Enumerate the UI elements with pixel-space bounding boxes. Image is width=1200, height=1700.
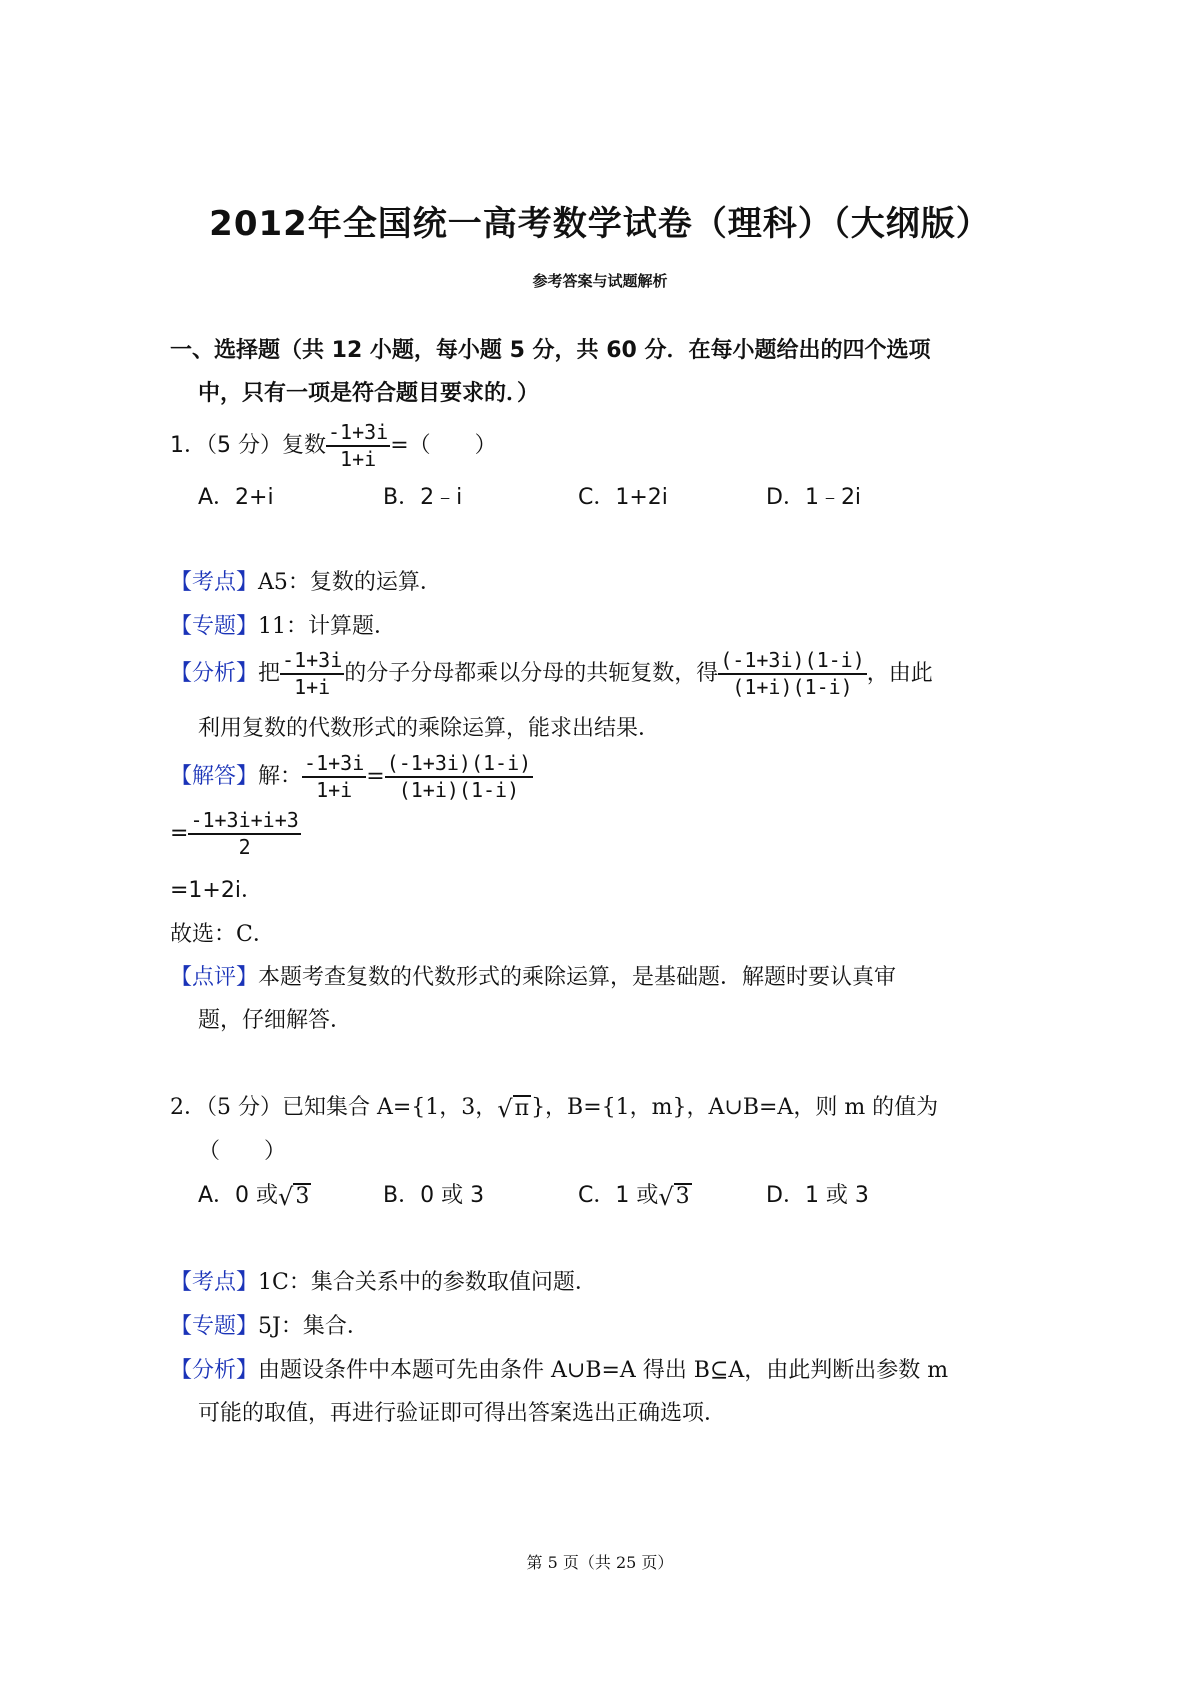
fraction-numerator: (-1+3i)(1-i) bbox=[718, 648, 867, 675]
fraction-denominator: 1+i bbox=[316, 778, 353, 802]
q1-stem-fraction bbox=[326, 420, 390, 472]
q1-jieda-step3: =1+2i． bbox=[170, 878, 263, 903]
fenxi-fraction-2 bbox=[718, 648, 867, 700]
q1-jieda-line1 bbox=[170, 751, 533, 803]
fenxi-fraction-1 bbox=[280, 648, 344, 700]
q1-option-d: D．1﹣2i bbox=[766, 485, 862, 510]
fenxi-tag: 【分析】 bbox=[170, 1358, 259, 1383]
zhuanti-text: 5J：集合． bbox=[258, 1314, 369, 1339]
q2-zhuanti bbox=[170, 1309, 369, 1340]
jieda-equals: = bbox=[366, 764, 385, 789]
q2-stem-post: }，B={1，m}，A∪B=A，则 m 的值为 bbox=[531, 1095, 939, 1120]
kaodian-tag: 【考点】 bbox=[170, 570, 259, 595]
dianping-text: 本题考查复数的代数形式的乘除运算，是基础题．解题时要认真审 bbox=[258, 965, 897, 990]
fenxi-tag: 【分析】 bbox=[170, 661, 259, 686]
kaodian-text: A5：复数的运算． bbox=[258, 570, 442, 595]
q2-stem-line1 bbox=[170, 1090, 938, 1121]
q2-fenxi-line1 bbox=[170, 1353, 948, 1384]
q1-fenxi-line2: 利用复数的代数形式的乘除运算，能求出结果． bbox=[198, 716, 661, 741]
q2-fenxi-line2: 可能的取值，再进行验证即可得出答案选出正确选项． bbox=[198, 1401, 727, 1426]
step2-fraction bbox=[188, 808, 300, 860]
fraction-denominator: (1+i)(1-i) bbox=[732, 675, 853, 699]
q2-stem-line2: （ ） bbox=[198, 1139, 287, 1164]
section-heading-line1: 一、选择题（共 12 小题，每小题 5 分，共 60 分．在每小题给出的四个选项 bbox=[170, 338, 931, 363]
fraction-numerator: (-1+3i)(1-i) bbox=[385, 751, 534, 778]
document-subtitle: 参考答案与试题解析 bbox=[532, 272, 668, 290]
fenxi-mid: 的分子分母都乘以分母的共轭复数，得 bbox=[344, 661, 719, 686]
q1-answer: 故选：C． bbox=[170, 922, 275, 947]
document-title: 2012年全国统一高考数学试卷（理科）（大纲版） bbox=[209, 204, 991, 244]
q1-dianping-line2: 题，仔细解答． bbox=[198, 1008, 353, 1033]
kaodian-tag: 【考点】 bbox=[170, 1270, 259, 1295]
jieda-fraction-1 bbox=[302, 751, 366, 803]
fraction-numerator: -1+3i bbox=[326, 420, 390, 447]
radicand: 3 bbox=[295, 1184, 310, 1209]
page-footer: 第 5 页（共 25 页） bbox=[526, 1553, 674, 1572]
q1-stem-suffix: =（ ） bbox=[390, 433, 497, 458]
jieda-tag: 【解答】 bbox=[170, 764, 259, 789]
fraction-numerator: -1+3i bbox=[302, 751, 366, 778]
q1-option-a: A．2+i bbox=[198, 485, 274, 510]
q1-zhuanti bbox=[170, 609, 396, 640]
zhuanti-text: 11：计算题． bbox=[258, 614, 397, 639]
dianping-tag: 【点评】 bbox=[170, 965, 259, 990]
sqrt-3: √ 3 bbox=[658, 1183, 690, 1211]
q1-jieda-step2 bbox=[170, 808, 301, 860]
q1-stem bbox=[170, 420, 497, 472]
q1-fenxi-line1 bbox=[170, 648, 933, 700]
zhuanti-tag: 【专题】 bbox=[170, 1314, 259, 1339]
option-a-text: A．0 或 bbox=[198, 1183, 279, 1208]
kaodian-text: 1C：集合关系中的参数取值问题． bbox=[258, 1270, 597, 1295]
q1-kaodian bbox=[170, 565, 442, 596]
step2-equals: = bbox=[170, 821, 189, 846]
zhuanti-tag: 【专题】 bbox=[170, 614, 259, 639]
sqrt-3: √ 3 bbox=[278, 1183, 310, 1211]
q2-kaodian bbox=[170, 1265, 597, 1296]
fenxi-pre: 把 bbox=[258, 661, 281, 686]
fraction-denominator: 1+i bbox=[340, 447, 377, 471]
q2-option-b: B．0 或 3 bbox=[383, 1183, 485, 1208]
q2-stem-pre: 2．（5 分）已知集合 A={1，3， bbox=[170, 1095, 498, 1120]
q2-option-a bbox=[198, 1178, 311, 1209]
q2-option-d: D．1 或 3 bbox=[766, 1183, 869, 1208]
option-c-text: C．1 或 bbox=[578, 1183, 659, 1208]
q1-dianping-line1 bbox=[170, 960, 896, 991]
fraction-denominator: 1+i bbox=[294, 675, 331, 699]
q1-option-c: C．1+2i bbox=[578, 485, 668, 510]
fraction-denominator: 2 bbox=[238, 835, 251, 859]
sqrt-pi: √ π bbox=[497, 1095, 530, 1123]
fraction-numerator: -1+3i bbox=[280, 648, 344, 675]
jieda-fraction-2 bbox=[385, 751, 534, 803]
q1-stem-prefix: 1．（5 分）复数 bbox=[170, 433, 326, 458]
fenxi-text: 由题设条件中本题可先由条件 A∪B=A 得出 B⊆A，由此判断出参数 m bbox=[258, 1358, 949, 1383]
q2-option-c bbox=[578, 1178, 692, 1209]
fenxi-post: ，由此 bbox=[866, 661, 933, 686]
radicand: π bbox=[514, 1096, 530, 1121]
radicand: 3 bbox=[675, 1184, 690, 1209]
fraction-numerator: -1+3i+i+3 bbox=[188, 808, 300, 835]
fraction-denominator: (1+i)(1-i) bbox=[398, 778, 520, 802]
jieda-pre: 解： bbox=[258, 764, 303, 789]
section-heading-line2: 中，只有一项是符合题目要求的．） bbox=[198, 381, 540, 406]
q1-option-b: B．2﹣i bbox=[383, 485, 463, 510]
